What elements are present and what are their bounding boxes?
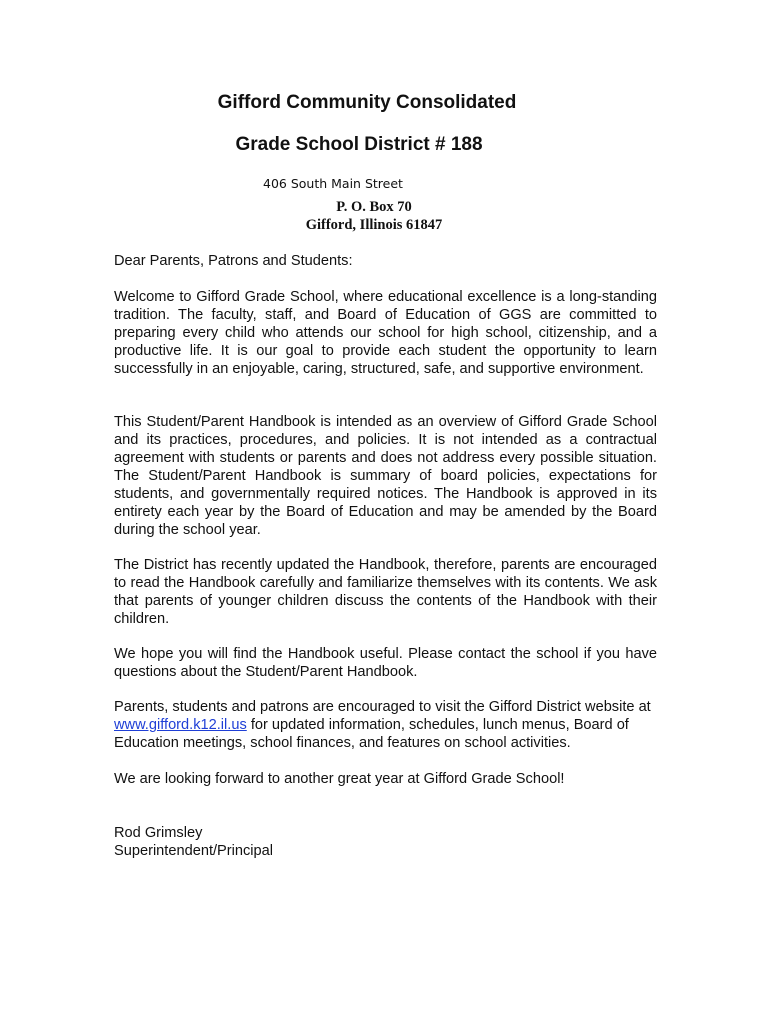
signer-title: Superintendent/Principal: [114, 843, 274, 859]
district-title-line1: Gifford Community Consolidated: [217, 92, 517, 113]
salutation: Dear Parents, Patrons and Students:: [114, 253, 353, 269]
district-title-line2: Grade School District # 188: [235, 134, 483, 155]
district-website-link[interactable]: www.gifford.k12.il.us: [114, 717, 247, 733]
city-state-zip: Gifford, Illinois 61847: [305, 217, 443, 233]
contact-paragraph: We hope you will find the Handbook useful. Please contact the school if you have questions about the Student/Parent Handbook.: [114, 646, 657, 680]
website-paragraph: [114, 698, 657, 752]
website-paragraph-rest: for updated information, schedules, lunch menus, Board of Education meetings, school finances, and features on school activities.: [114, 717, 629, 751]
handbook-overview-paragraph: This Student/Parent Handbook is intended as an overview of Gifford Grade School and its practices, procedures, and policies. It is not intended as a contractual agreement with students or parents and does not address every possible situation. The Student/Parent Handbook is summary of board policies, expectations for students, and governmentally required notices. The Handbook is approved in its entirety each year by the Board of Education and may be amended by the Board during the school year.: [114, 414, 657, 538]
welcome-paragraph: Welcome to Gifford Grade School, where educational excellence is a long-standing tradition. The faculty, staff, and Board of Education of GGS are committed to preparing every child who attends our school for high school, citizenship, and a productive life. It is our goal to provide each student the opportunity to learn successfully in an enjoyable, caring, structured, safe, and supportive environment.: [114, 289, 657, 377]
street-address: 406 South Main Street: [263, 176, 403, 191]
website-paragraph-intro: Parents, students and patrons are encouraged to visit the Gifford District website at: [114, 699, 651, 715]
handbook-update-paragraph: The District has recently updated the Handbook, therefore, parents are encouraged to read the Handbook carefully and familiarize themselves with its contents. We ask that parents of younger children discuss the contents of the Handbook with their children.: [114, 557, 657, 627]
closing-line: We are looking forward to another great year at Gifford Grade School!: [114, 771, 565, 787]
po-box: P. O. Box 70: [336, 199, 412, 215]
signer-name: Rod Grimsley: [114, 825, 203, 841]
